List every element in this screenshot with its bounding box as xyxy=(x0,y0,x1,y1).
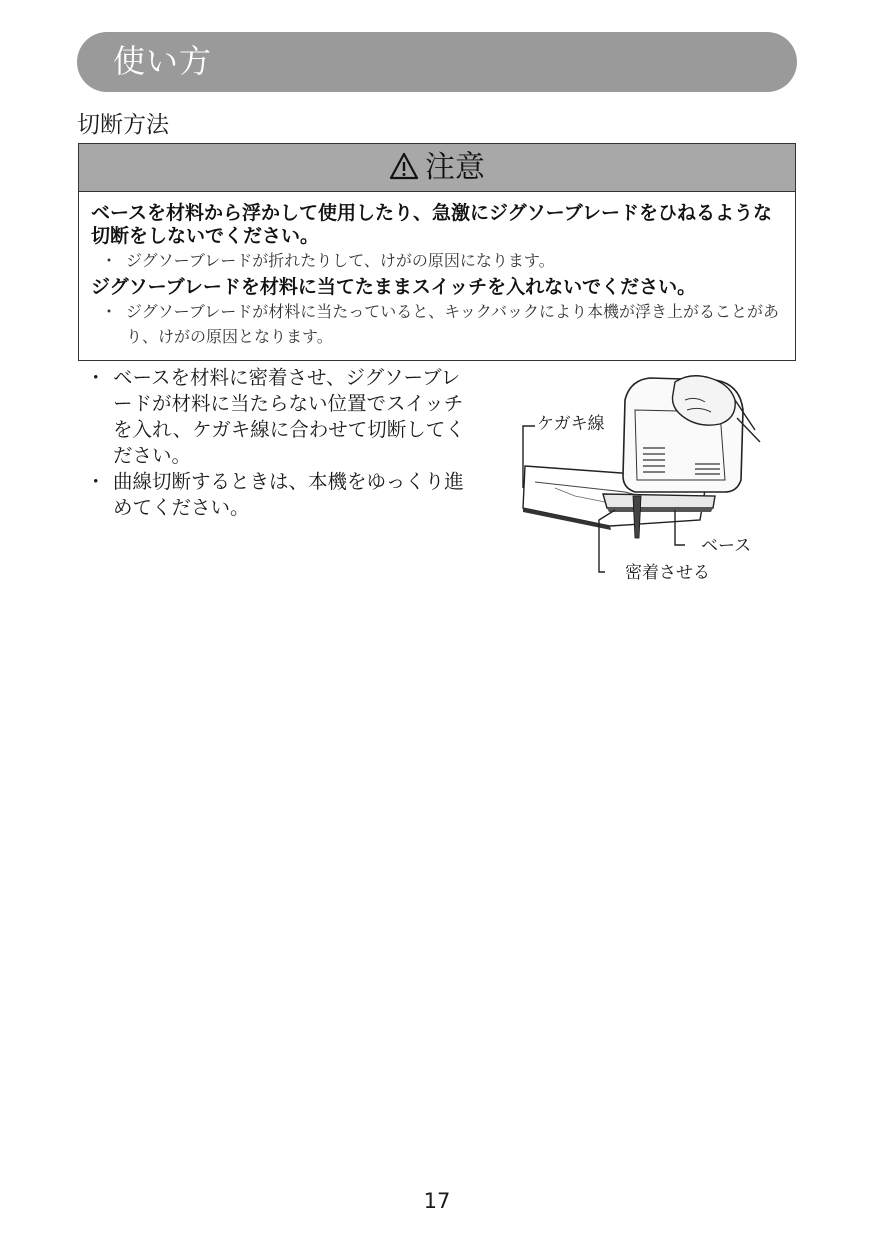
label-contact: 密着させる xyxy=(625,563,710,583)
caution-title: 注意 xyxy=(425,150,485,185)
instruction-list xyxy=(86,365,466,521)
bullet: ・ xyxy=(86,366,106,389)
caution-sub-1-text: ジグソーブレードが折れたりして、けがの原因になります。 xyxy=(126,251,555,270)
instruction-item-2-text: 曲線切断するときは、本機をゆっくり進めてください。 xyxy=(113,470,464,519)
warning-triangle-icon xyxy=(389,152,419,180)
caution-body xyxy=(91,202,787,352)
caution-sub-2 xyxy=(91,299,787,349)
page-title: 使い方 xyxy=(113,42,213,80)
caution-title-row xyxy=(79,150,795,186)
bullet: ・ xyxy=(101,251,118,270)
bullet: ・ xyxy=(86,470,106,493)
caution-main-1: ベースを材料から浮かして使用したり、急激にジグソーブレードをひねるような切断をしないでください。 xyxy=(91,202,772,247)
page-number: 17 xyxy=(423,1189,451,1213)
instruction-item-1-text: ベースを材料に密着させ、ジグソーブレードが材料に当たらない位置でスイッチを入れ、ケガキ線に合わせて切断してください。 xyxy=(113,366,465,467)
header-bar xyxy=(77,32,797,92)
label-base: ベース xyxy=(701,536,752,556)
instruction-item-1 xyxy=(86,365,466,469)
caution-header xyxy=(79,144,795,192)
jigsaw-drawing xyxy=(515,370,765,590)
caution-box xyxy=(78,143,796,361)
caution-main-2: ジグソーブレードを材料に当てたままスイッチを入れないでください。 xyxy=(91,276,697,298)
instruction-item-2 xyxy=(86,469,466,521)
bullet: ・ xyxy=(101,302,118,321)
caution-sub-1 xyxy=(91,248,787,273)
caution-sub-2-text: ジグソーブレードが材料に当たっていると、キックバックにより本機が浮き上がることがあり、けがの原因となります。 xyxy=(126,302,779,346)
section-title: 切断方法 xyxy=(77,112,169,138)
label-marking-line: ケガキ線 xyxy=(537,414,605,434)
jigsaw-illustration xyxy=(515,370,765,590)
